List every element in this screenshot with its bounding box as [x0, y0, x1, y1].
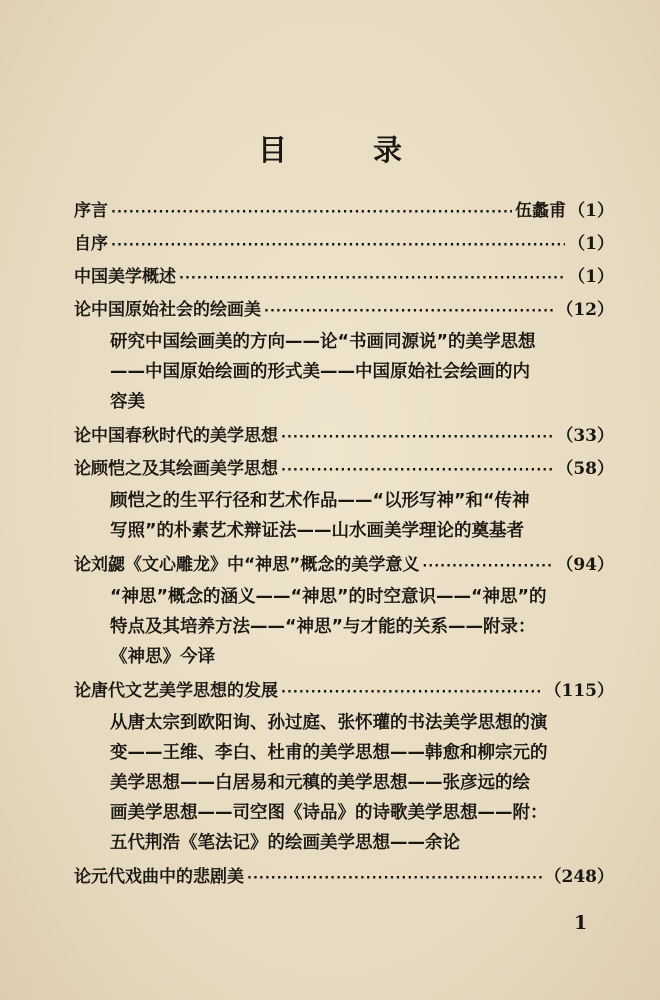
- toc-entry-page: （33）: [556, 426, 614, 446]
- toc-entry[interactable]: [74, 861, 614, 894]
- toc-subtopic-line: 美学思想——白居易和元稹的美学思想——张彦远的绘: [110, 773, 530, 793]
- toc-subtopic-line: 顾恺之的生平行径和艺术作品——“以形写神”和“传神: [110, 491, 530, 511]
- toc-entry-title: 论唐代文艺美学思想的发展: [74, 681, 278, 701]
- toc-entry-title: 序言: [74, 201, 108, 221]
- toc-entry-author: 伍蠡甫: [515, 201, 567, 221]
- toc-entry-subtopics: [74, 708, 614, 858]
- toc-entry-page: （1）: [568, 234, 614, 254]
- toc-subtopic-line: ——中国原始绘画的形式美——中国原始社会绘画的内: [110, 362, 530, 382]
- toc-entry-title: 自序: [74, 234, 108, 254]
- toc-entry-page: （1）: [568, 267, 614, 287]
- toc-leader-dots: [281, 421, 553, 454]
- toc-leader-dots: [281, 454, 553, 487]
- toc-subtopic-line: 从唐太宗到欧阳询、孙过庭、张怀瓘的书法美学思想的演: [110, 713, 548, 733]
- toc-leader-dots: [111, 229, 565, 262]
- toc-entry-title: 论中国春秋时代的美学思想: [74, 426, 278, 446]
- toc-leader-dots: [281, 676, 542, 709]
- toc-subtopic-line: 研究中国绘画美的方向——论“书画同源说”的美学思想: [110, 332, 536, 352]
- toc-entry[interactable]: [74, 261, 614, 294]
- toc-entry-title: 论中国原始社会的绘画美: [74, 300, 261, 320]
- toc-leader-dots: [247, 862, 542, 895]
- toc-entry-page: （248）: [544, 867, 614, 887]
- toc-entry-subtopics: [74, 486, 614, 546]
- toc-entry-page: （115）: [544, 681, 614, 701]
- toc-entry-subtopics: [74, 582, 614, 672]
- toc-subtopic-line: 五代荆浩《笔法记》的绘画美学思想——余论: [110, 833, 460, 853]
- toc-entry-title: 论顾恺之及其绘画美学思想: [74, 459, 278, 479]
- toc-entry[interactable]: [74, 549, 614, 582]
- toc-entry[interactable]: [74, 453, 614, 486]
- toc-leader-dots: [422, 550, 553, 583]
- toc-entry[interactable]: [74, 294, 614, 327]
- toc-leader-dots: [264, 295, 553, 328]
- toc-entry[interactable]: [74, 228, 614, 261]
- toc-leader-dots: [179, 262, 565, 295]
- toc-subtopic-line: 画美学思想——司空图《诗品》的诗歌美学思想——附：: [110, 803, 548, 823]
- toc-subtopic-line: 变——王维、李白、杜甫的美学思想——韩愈和柳宗元的: [110, 743, 548, 763]
- toc-entry-page: （94）: [556, 555, 614, 575]
- toc-entry[interactable]: [74, 675, 614, 708]
- toc-entry-subtopics: [74, 327, 614, 417]
- toc-subtopic-line: 写照”的朴素艺术辩证法——山水画美学理论的奠基者: [110, 521, 524, 541]
- page-number: 1: [574, 912, 588, 934]
- table-of-contents: [74, 195, 614, 894]
- toc-subtopic-line: 《神思》今译: [110, 647, 215, 667]
- toc-entry-title: 论元代戏曲中的悲剧美: [74, 867, 244, 887]
- toc-subtopic-line: “神思”概念的涵义——“神思”的时空意识——“神思”的: [110, 587, 547, 607]
- toc-subtopic-line: 容美: [110, 392, 145, 412]
- page-title: 目 录: [257, 133, 441, 167]
- toc-entry-page: （12）: [556, 300, 614, 320]
- toc-entry[interactable]: [74, 420, 614, 453]
- toc-entry[interactable]: [74, 195, 614, 228]
- toc-leader-dots: [111, 196, 512, 229]
- toc-entry-title: 论刘勰《文心雕龙》中“神思”概念的美学意义: [74, 555, 420, 575]
- toc-subtopic-line: 特点及其培养方法——“神思”与才能的关系——附录：: [110, 617, 536, 637]
- toc-entry-page: （58）: [556, 459, 614, 479]
- toc-entry-page: （1）: [568, 201, 614, 221]
- toc-entry-title: 中国美学概述: [74, 267, 176, 287]
